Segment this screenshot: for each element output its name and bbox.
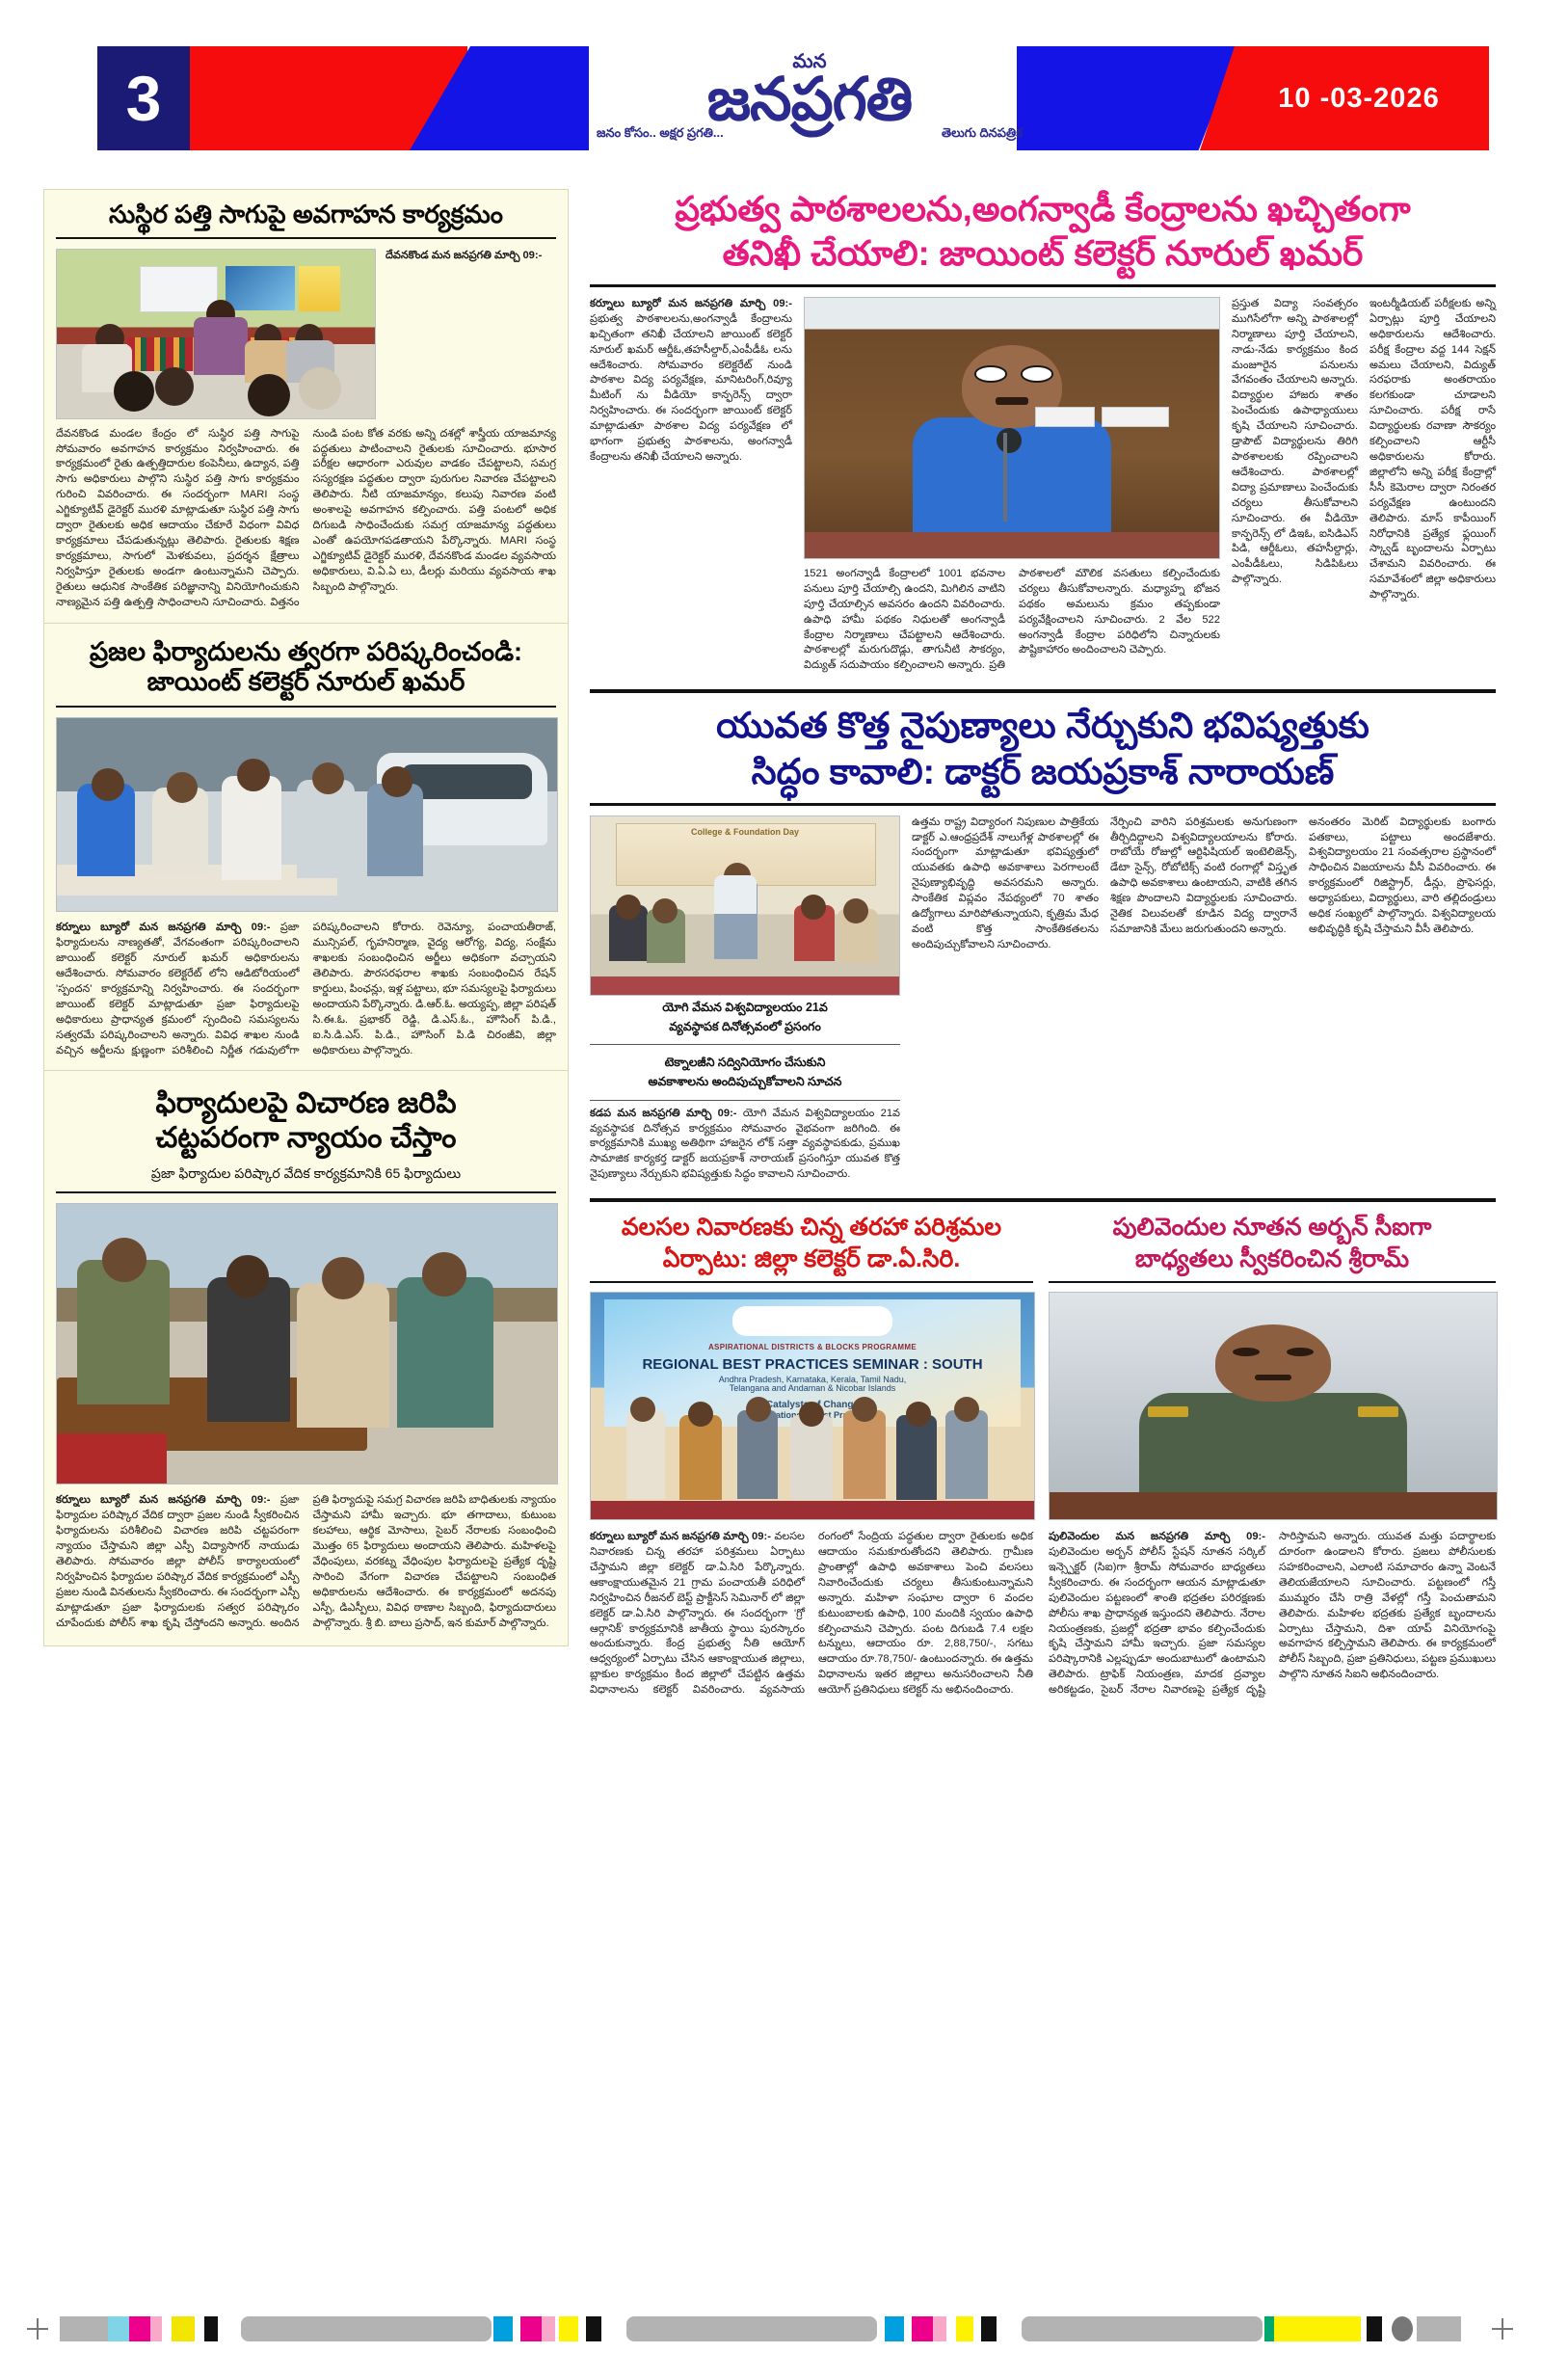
youth-col3: నేర్పించి వారిని పరిశ్రమలకు అనుగుణంగా తీర్చిదిద్దాలని విశ్వవిద్యాలయాలను కోరారు. రాబోయే రోజుల్లో ఆర్టిఫిషియల్ ఇంటెలిజెన్స్, డేటా సైన్స్, రోబోటిక్స్ వంటి రంగాల్లో విస్తృత ఉపాధి అవకాశాలు ఉంటాయని, వాటికి తగిన శిక్షణ పొందాలని విద్యార్థులకు సూచించారు. నైతిక విలువలతో కూడిన విద్య ద్వారానే సమాజానికి మేలు జరుగుతుందని అన్నారు.: [1110, 816, 1297, 935]
grievance-photo: [56, 717, 558, 912]
ci-rule: [1049, 1281, 1496, 1283]
university-caption-2: వ్యవస్థాపక దినోత్సవంలో ప్రసంగం: [669, 1019, 821, 1033]
cotton-dateline-block: [386, 249, 556, 264]
youth-headline-2: సిద్ధం కావాలి: డాక్టర్ జయప్రకాశ్ నారాయణ్: [751, 751, 1335, 791]
page-number-box: [97, 46, 190, 150]
youth-col4: అనంతరం మెరిట్ విద్యార్థులకు బంగారు పతకాలు, పట్టాలు అందజేశారు. విశ్వవిద్యాలయం 21 సంవత్సరాల ప్రస్థానంలో సాధించిన విజయాలను వీసీ వివరించారు. ఈ కార్యక్రమంలో రిజిస్ట్రార్, డీన్లు, ప్రొఫెసర్లు, అధ్యాపకులు, విద్యార్థులు, వారి తల్లిదండ్రులు అధిక సంఖ్యలో పాల్గొన్నారు. విశ్వవిద్యాలయ అభివృద్ధికి కృషి చేస్తామని వీసీ తెలిపారు.: [1309, 816, 1496, 935]
industries-dateline: కర్నూలు బ్యూరో మన జనప్రగతి మార్చి 09:-: [590, 1531, 771, 1543]
inquiry-dateline: కర్నూలు బ్యూరో మన జనప్రగతి మార్చి 09:-: [56, 1494, 271, 1507]
grievance-headline-1: ప్రజల ఫిర్యాదులను త్వరగా పరిష్కరించండి:: [89, 636, 523, 666]
inquiry-photo: [56, 1203, 558, 1484]
ci-photo: [1049, 1292, 1498, 1520]
industries-rule: [590, 1281, 1033, 1283]
article-grievance-hd: [43, 624, 569, 1072]
grievance-body: [56, 921, 556, 1058]
inquiry-headline-1: ఫిర్యాదులపై విచారణ జరిపి: [155, 1087, 457, 1120]
article-industries: [590, 1214, 1033, 1698]
seminar-banner-line1: ASPIRATIONAL DISTRICTS & BLOCKS PROGRAMME: [707, 1342, 917, 1351]
ci-headline-2: బాధ్యతలు స్వీకరించిన శ్రీరామ్: [1134, 1244, 1410, 1272]
masthead-title: జనప్రగతి: [706, 67, 913, 133]
cotton-rule: [56, 237, 556, 239]
article-ci: [1049, 1214, 1496, 1698]
youth-dateline: కడప మన జనప్రగతి మార్చి 09:-: [590, 1107, 737, 1119]
ci-body: [1049, 1530, 1496, 1698]
ci-dateline: పులివెందుల మన జనప్రగతి మార్చి 09:-: [1049, 1531, 1265, 1543]
masthead-date: 10 -03-2026: [1278, 82, 1440, 114]
section-divider-1: [590, 689, 1496, 693]
main-headline-1: ప్రభుత్వ పాఠశాలలను,అంగన్వాడీ కేంద్రాలను ఖచ్చితంగా: [675, 189, 1411, 228]
ci-body-text: పులివెందుల అర్బన్ పోలీస్ స్టేషన్ నూతన సర్కిల్ ఇన్స్పెక్టర్ (సిఐ)గా శ్రీరామ్ సోమవారం బాధ్యతలు స్వీకరించారు. ఈ సందర్భంగా ఆయన మాట్లాడుతూ పులివెందుల పట్టణంలో శాంతి భద్రతల పరిరక్షణకు పోలీసు శాఖ ప్రాధాన్యత ఇస్తుందని తెలిపారు. నేరాల నియంత్రణకు, ప్రజల్లో భద్రతా భావం కల్పించేందుకు కృషి చేస్తామని హామీ ఇచ్చారు. ప్రజా సమస్యల పరిష్కారానికి ఎల్లప్పుడూ అందుబాటులో ఉంటామని తెలిపారు. ట్రాఫిక్ నియంత్రణ, మాదక ద్రవ్యాల అరికట్టడం, సైబర్ నేరాల నివారణపై ప్రత్యేక దృష్టి సారిస్తామని అన్నారు. యువత మత్తు పదార్థాలకు దూరంగా ఉండాలని కోరారు. ప్రజలు పోలీసులకు సహకరించాలని, ఎలాంటి సమాచారం ఉన్నా వెంటనే తెలియజేయాలని సూచించారు. పట్టణంలో గస్తీ ముమ్మరం చేసి రాత్రి వేళల్లో గస్తీ పెంచుతామని తెలిపారు. మహిళల భద్రతకు ప్రత్యేక బృందాలను ఏర్పాటు చేస్తామని, దిశా యాప్ వినియోగంపై అవగాహన కల్పిస్తామని తెలిపారు. ఈ కార్యక్రమంలో పోలీస్ సిబ్బంది, ప్రజా ప్రతినిధులు, పట్టణ ప్రముఖులు పాల్గొని నూతన సిఐని అభినందించారు.: [1049, 1531, 1496, 1697]
cotton-dateline: దేవనకొండ మన జనప్రగతి మార్చి 09:-: [386, 249, 543, 261]
page-number: 3: [125, 63, 162, 134]
inquiry-headline-2: చట్టపరంగా న్యాయం చేస్తాం: [155, 1121, 457, 1154]
seminar-banner-line2: REGIONAL BEST PRACTICES SEMINAR : SOUTH: [642, 1355, 983, 1373]
industries-body-text: వలసల నివారణకు చిన్న తరహా పరిశ్రమలు ఏర్పాటు చేస్తామని జిల్లా కలెక్టర్ డా.ఏ.సిరి పేర్కొన్నారు. ఆకాంక్షాయుతమైన 21 గ్రామ పంచాయతీ పరిధిలో నిర్వహించిన రీజనల్ బెస్ట్ ప్రాక్టీసెస్ సెమినార్ లో జిల్లా కలెక్టర్ డా.ఏ.సిరి పాల్గొన్నారు. ఈ సందర్భంగా 'గ్రో ఆర్గానిక్' కార్యక్రమానికి జాతీయ స్థాయి పురస్కారం అందుకున్నారు. కేంద్ర ప్రభుత్వ నీతి ఆయోగ్ ఆధ్వర్యంలో ఏర్పాటు చేసిన ఆకాంక్షాయుత జిల్లాలు, బ్లాకుల కార్యక్రమం కింద జిల్లాలో చేపట్టిన ఉత్తమ విధానాలను కలెక్టర్ వివరించారు. వ్యవసాయ రంగంలో సేంద్రియ పద్ధతుల ద్వారా రైతులకు అధిక ఆదాయం సమకూరుతోందని తెలిపారు. గ్రామీణ ప్రాంతాల్లో ఉపాధి అవకాశాలు పెంచి వలసలు నివారించేందుకు చర్యలు తీసుకుంటున్నామని అన్నారు. మహిళా సంఘాల ద్వారా 6 వందల కుటుంబాలకు ఉపాధి, 100 మందికి స్వయం ఉపాధి కల్పించామని చెప్పారు. పంట దిగుబడి 7.4 లక్షల టన్నులు, ఆదాయం రూ. 2,88,750/-, సగటు ఆదాయం రూ.78,750/- ఉంటుందన్నారు. ఈ ఉత్తమ విధానాలను ఇతర జిల్లాలు అనుసరించాలని నీతి ఆయోగ్ ప్రతినిధులు కలెక్టర్ ను అభినందించారు.: [590, 1531, 1033, 1697]
ci-headline-1: పులివెందుల నూతన అర్బన్ సీఐగా: [1112, 1214, 1432, 1242]
industries-headline-1: వలసల నివారణకు చిన్న తరహా పరిశ్రమల: [621, 1214, 1002, 1242]
industries-headline-2: ఏర్పాటు: జిల్లా కలెక్టర్ డా.ఏ.సిరి.: [662, 1244, 961, 1272]
seminar-banner-line5: Catalysts Change: [765, 1399, 860, 1410]
inquiry-body-text: ప్రజా ఫిర్యాదుల పరిష్కార వేదిక ద్వారా ప్రజల నుండి స్వీకరించిన ఫిర్యాదులను పరిశీలించి విచారణ జరిపి చట్టపరంగా న్యాయం చేస్తామని జిల్లా ఎస్పీ విద్యాసాగర్ నాయుడు తెలిపారు. సోమవారం జిల్లా పోలీస్ కార్యాలయంలో నిర్వహించిన ఫిర్యాదుల పరిష్కార వేదిక కార్యక్రమంలో ఎస్పీ ప్రజల నుండి వినతులను స్వీకరించారు. ఈ సందర్భంగా ఎస్పీ మాట్లాడుతూ ప్రజా ఫిర్యాదులకు సత్వర పరిష్కారం చూపేందుకు పోలీస్ శాఖ కృషి చేస్తోందని అన్నారు. అందిన ప్రతి ఫిర్యాదుపై సమగ్ర విచారణ జరిపి బాధితులకు న్యాయం చేస్తామని హామీ ఇచ్చారు. భూ తగాదాలు, కుటుంబ కలహాలు, ఆర్థిక మోసాలు, సైబర్ నేరాలకు సంబంధించి మొత్తం 65 ఫిర్యాదులు అందాయని తెలిపారు. మహిళలపై వేధింపులు, వరకట్న వేధింపుల ఫిర్యాదులపై ప్రత్యేక దృష్టి సారించి వేగంగా విచారణ చేపట్టాలని సంబంధిత అధికారులను ఆదేశించారు. ఈ కార్యక్రమంలో అదనపు ఎస్పీ, డిఎస్పీలు, వివిధ ఠాణాల సిబ్బంది, ఫిర్యాదుదారులు పాల్గొన్నారు. శ్రీ బి. బాలు ప్రసాద్, ఇన కుమార్ పాల్గొన్నారు.: [56, 1494, 556, 1629]
section-divider-2: [590, 1198, 1496, 1202]
article-main: [590, 189, 1496, 674]
caption-rule-2: [590, 1100, 900, 1101]
cotton-photo: [56, 249, 376, 419]
main-col1: [590, 297, 792, 466]
inquiry-subhead: ప్రజా ఫిర్యాదుల పరిష్కార వేదిక కార్యక్రమానికి 65 ఫిర్యాదులు: [150, 1165, 462, 1182]
youth-col1-text: యోగి వేమన విశ్వవిద్యాలయం 21వ వ్యవస్థాపక దినోత్సవ కార్యక్రమం సోమవారం వైభవంగా జరిగింది. ఈ కార్యక్రమానికి ముఖ్య అతిథిగా హాజరైన లోక్ సత్తా వ్యవస్థాపకుడు, ప్రముఖ సామాజిక కార్యకర్త డాక్టర్ జయప్రకాశ్ నారాయణ్ ప్రసంగిస్తూ యువత కొత్త నైపుణ్యాలు నేర్చుకుని భవిష్యత్తుకు సిద్ధం కావాలని సూచించారు.: [590, 1107, 900, 1181]
main-rule: [590, 284, 1496, 287]
article-youth: [590, 705, 1496, 1183]
article-cotton: [43, 189, 569, 624]
youth-col2: ఉత్తమ రాష్ట్ర విద్యారంగ నిపుణుల పాత్రికేయ డాక్టర్ ఎ.ఆంధ్రప్రదేశ్ నాలుగేళ్ల పాఠశాలల్లో ఈ సందర్భంగా మాట్లాడుతూ భవిష్యత్తులో యువతకు ఉపాధి అవకాశాలు పెరగాలంటే నైపుణ్యాభివృద్ధి అవసరమని అన్నారు. సాంకేతిక విప్లవం నేపథ్యంలో 70 శాతం ఉద్యోగాలు మారిపోతున్నాయని, కృత్రిమ మేధ వంటి కొత్త సాంకేతికతలను అందిపుచ్చుకోవాలని సూచించారు.: [912, 816, 1099, 950]
tagline-left: జనం కోసం.. అక్షర ప్రగతి...: [597, 124, 724, 140]
inquiry-body: [56, 1493, 556, 1631]
youth-col1: [590, 1107, 900, 1184]
industries-body: [590, 1530, 1033, 1698]
bottom-articles-row: [590, 1214, 1496, 1698]
cmyk-registration-bar: [0, 2309, 1542, 2347]
registration-mark-right: [1492, 2318, 1513, 2340]
seminar-banner-line4: Telangana and Andaman & Nicobar Islands: [729, 1383, 896, 1394]
main-col3: ప్రస్తుత విద్యా సంవత్సరం ముగిసేలోగా అన్ని పాఠశాలల్లో నిర్మాణాలు పూర్తి చేయాలని, నాడు-నేడు కార్యక్రమం కింద మంజూరైన పనులను వేగవంతం చేయాలని అన్నారు. విద్యార్థుల హాజరు శాతం పెంచేందుకు ఉపాధ్యాయులు కృషి చేయాలని సూచించారు. డ్రాపౌట్ విద్యార్థులను తిరిగి పాఠశాలలకు రప్పించాలని ఆదేశించారు. పాఠశాలల్లో విద్యా ప్రమాణాలు పెంచేందుకు చర్యలు తీసుకోవాలని సూచించారు. ఈ వీడియో కాన్ఫరెన్స్ లో డిఇఓ, ఐసిడిఎస్ పిడి, ఆర్డీఓలు, తహసీల్దార్లు, ఎంపీడీఓలు, సిడిపిఓలు పాల్గొన్నారు.: [1232, 297, 1358, 586]
cotton-body: దేవనకొండ మండల కేంద్రం లో సుస్థిర పత్తి సాగుపై సోమవారం అవగాహన కార్యక్రమం నిర్వహించారు. ఈ కార్యక్రమంలో రైతు ఉత్పత్తిదారుల కంపెనీలు, ఉద్యాన, పత్తి సాగు అధికారులు పాల్గొని సుస్థిర పత్తి సాగు కార్యక్రమం గురించి వివరించారు. ఈ సందర్భంగా MARI సంస్థ ఎగ్జిక్యూటివ్ డైరెక్టర్ మురళి మాట్లాడుతూ సుస్థిర పత్తి సాగు ద్వారా రైతులకు అధిక ఆదాయం చేకూరే విధంగా వివిధ కార్యక్రమాలు చేపడుతున్నట్లు తెలిపారు. రైతులకు శిక్షణ కార్యక్రమాలు, సాగులో మెళకువలు, ప్రదర్శన క్షేత్రాలు నిర్వహిస్తూ రైతులకు అండగా ఉంటున్నామని చెప్పారు. రైతులు ఆధునిక సాంకేతిక పరిజ్ఞానాన్ని వినియోగించుకుని నాణ్యమైన పత్తి ఉత్పత్తి సాధించాలని సూచించారు. విత్తనం నుండి పంట కోత వరకు అన్ని దశల్లో శాస్త్రీయ యాజమాన్య పద్ధతులు పాటించాలని రైతులకు సూచించారు. భూసార పరీక్షల ఆధారంగా ఎరువుల వాడకం చేపట్టాలని, సమగ్ర సస్యరక్షణ పద్ధతుల ద్వారా పురుగుల నివారణ చేపట్టాలని తెలిపారు. నీటి యాజమాన్యం, కలుపు నివారణ వంటి అంశాలపై అవగాహన కల్పించారు. పత్తి పంటలో అధిక దిగుబడి సాధించేందుకు సమగ్ర యాజమాన్య పద్ధతులు ఎంతో ఉపయోగపడతాయని పేర్కొన్నారు. MARI సంస్థ ఎగ్జిక్యూటివ్ డైరెక్టర్ మురళి, దేవనకొండ మండల వ్యవసాయ అధికారులు, వి.ఏ.ఏ లు, డీలర్లు మరియు వ్యవసాయ శాఖ సిబ్బంది పాల్గొన్నారు.: [56, 427, 556, 608]
tagline-right: తెలుగు దినపత్రిక: [941, 124, 1023, 140]
seminar-photo: [590, 1292, 1035, 1520]
main-column: [590, 189, 1496, 1698]
caption-rule-1: [590, 1044, 900, 1045]
youth-headline-1: యువత కొత్త నైపుణ్యాలు నేర్చుకుని భవిష్యత్తుకు: [716, 706, 1369, 746]
joint-collector-photo: [804, 297, 1220, 559]
main-dateline: కర్నూలు బ్యూరో మన జనప్రగతి మార్చి 09:-: [590, 297, 792, 309]
university-photo: College & Foundation Day: [590, 816, 900, 996]
grievance-dateline: కర్నూలు బ్యూరో మన జనప్రగతి మార్చి 09:-: [56, 922, 271, 934]
university-caption-4: అవకాశాలను అందిపుచ్చుకోవాలని సూచన: [648, 1075, 842, 1089]
main-headline-2: తనిఖీ చేయాలి: జాయింట్ కలెక్టర్ నూరుల్ ఖమర్: [722, 233, 1364, 274]
registration-mark-left: [27, 2318, 48, 2340]
main-col4: ఇంటర్మీడియట్ పరీక్షలకు అన్ని ఏర్పాట్లు పూర్తి చేయాలని అధికారులను ఆదేశించారు. పరీక్ష కేంద్రాల వద్ద 144 సెక్షన్ అమలు చేయాలని, విద్యుత్ సరఫరాకు అంతరాయం కలగకుండా చూడాలని సూచించారు. పరీక్ష రాసే విద్యార్థులకు రవాణా సౌకర్యం కల్పించాలని ఆర్టీసీ అధికారులను కోరారు. జిల్లాలోని అన్ని పరీక్ష కేంద్రాల్లో సీసీ కెమెరాల ద్వారా నిరంతర పర్యవేక్షణ ఉంటుందని తెలిపారు. మాస్ కాపీయింగ్ నిరోధానికి ప్రత్యేక ఫ్లయింగ్ స్క్వాడ్ బృందాలను ఏర్పాటు చేశామని వివరించారు. ఈ సమావేశంలో జిల్లా అధికారులు పాల్గొన్నారు.: [1369, 297, 1496, 602]
left-column: [43, 189, 569, 1646]
grievance-rule: [56, 706, 556, 708]
main-col2: 1521 అంగన్వాడీ కేంద్రాలలో 1001 భవనాల పనులు పూర్తి చేయాల్సి ఉందని, మిగిలిన వాటిని పూర్తి చేయాల్సిన అవసరం ఉందని వివరించారు. ఉపాధి హామీ పథకం నిధులతో అంగన్వాడీ కేంద్రాల నిర్మాణాలు చేపట్టాలని ఆదేశించారు. పాఠశాలల్లో మరుగుదొడ్లు, తాగునీటి సౌకర్యం, విద్యుత్ సదుపాయం కల్పించాలని అన్నారు. ప్రతి పాఠశాలలో మౌలిక వసతులు కల్పించేందుకు చర్యలు తీసుకోవాలన్నారు. మధ్యాహ్న భోజన పథకం అమలును క్రమం తప్పకుండా పర్యవేక్షించాలని సూచించారు. 2 వేల 522 అంగన్వాడీ కేంద్రాల పరిధిలోని చిన్నారులకు పౌష్టికాహారం అందించాలని చెప్పారు.: [804, 567, 1220, 672]
cotton-headline: సుస్థిర పత్తి సాగుపై అవగాహన కార్యక్రమం: [109, 200, 503, 228]
article-grievance-2: [43, 1071, 569, 1645]
university-caption-1: యోగి వేమన విశ్వవిద్యాలయం 21వ: [662, 1000, 828, 1014]
university-caption-3: టెక్నాలజీని సద్వినియోగం చేసుకుని: [664, 1056, 826, 1070]
seminar-banner-line3: Andhra Pradesh, Karnataka, Kerala, Tamil Nadu,: [718, 1374, 907, 1384]
inquiry-rule: [56, 1191, 556, 1193]
youth-rule: [590, 803, 1496, 806]
masthead: [53, 46, 1489, 150]
masthead-logo: [593, 48, 1026, 150]
masthead-mana: మన: [792, 51, 827, 72]
masthead-band: [53, 46, 1489, 150]
main-col1-text: ప్రభుత్వ పాఠశాలలను,అంగన్వాడీ కేంద్రాలను ఖచ్చితంగా తనిఖీ చేయాలని జాయింట్ కలెక్టర్ నూరుల్ ఖమర్ ఆర్డీఓ,తహసీల్దార్,ఎంపీడీఓ లను ఆదేశించారు. సోమవారం కలెక్టరేట్ నుండి పాఠశాల విద్య పర్యవేక్షణ, మానిటరింగ్,రివ్యూ మీటింగ్ ను వీడియో కాన్ఫరెన్స్ ద్వారా నిర్వహించారు. ఈ సందర్భంగా జాయింట్ కలెక్టర్ మాట్లాడుతూ పాఠశాల విద్య పర్యవేక్షణ లో భాగంగా ప్రభుత్వ పాఠశాలను, అంగన్వాడీ కేంద్రాలను తనిఖీ చేయాలని అన్నారు.: [590, 312, 792, 463]
grievance-headline-2: జాయింట్ కలెక్టర్ నూరుల్ ఖమర్: [146, 667, 465, 697]
grievance-body-text: ప్రజా ఫిర్యాదులను నాణ్యతతో, వేగవంతంగా పరిష్కరించాలని జాయింట్ కలెక్టర్ నూరుల్ ఖమర్ అధికారులను ఆదేశించారు. సోమవారం కలెక్టరేట్ లోని ఆడిటోరియంలో 'స్పందన' కార్యక్రమాన్ని నిర్వహించారు. ఈ సందర్భంగా జాయింట్ కలెక్టర్ మాట్లాడుతూ ప్రజా ఫిర్యాదులపై అధికారులు ప్రాధాన్యత క్రమంలో స్పందించి సమస్యలను సత్వరమే పరిష్కరించాలని అన్నారు. వివిధ శాఖల నుండి వచ్చిన అర్జీలను క్షుణ్ణంగా పరిశీలించి నిర్ణీత గడువులోగా పరిష్కరించాలని కోరారు. రెవెన్యూ, పంచాయతీరాజ్, మున్సిపల్, గృహనిర్మాణ, వైద్య ఆరోగ్య, విద్య, సంక్షేమ శాఖలకు సంబంధించిన అర్జీలు అధికంగా వచ్చాయని తెలిపారు. పౌరసరఫరాల శాఖకు సంబంధించిన రేషన్ కార్డులు, పింఛన్లు, ఇళ్ల పట్టాలు, భూ సమస్యలపై ఫిర్యాదులు అందాయని పేర్కొన్నారు. డి.ఆర్.ఓ. అయ్యప్ప, జిల్లా పరిషత్ సి.ఈ.ఓ. ప్రభాకర్ రెడ్డి, డి.ఎస్.ఓ., హౌసింగ్ పి.డి., ఐ.సి.డి.ఎస్. పి.డి., హౌసింగ్ పి.డి చిరంజీవి, జిల్లా అధికారులు పాల్గొన్నారు.: [56, 922, 556, 1056]
